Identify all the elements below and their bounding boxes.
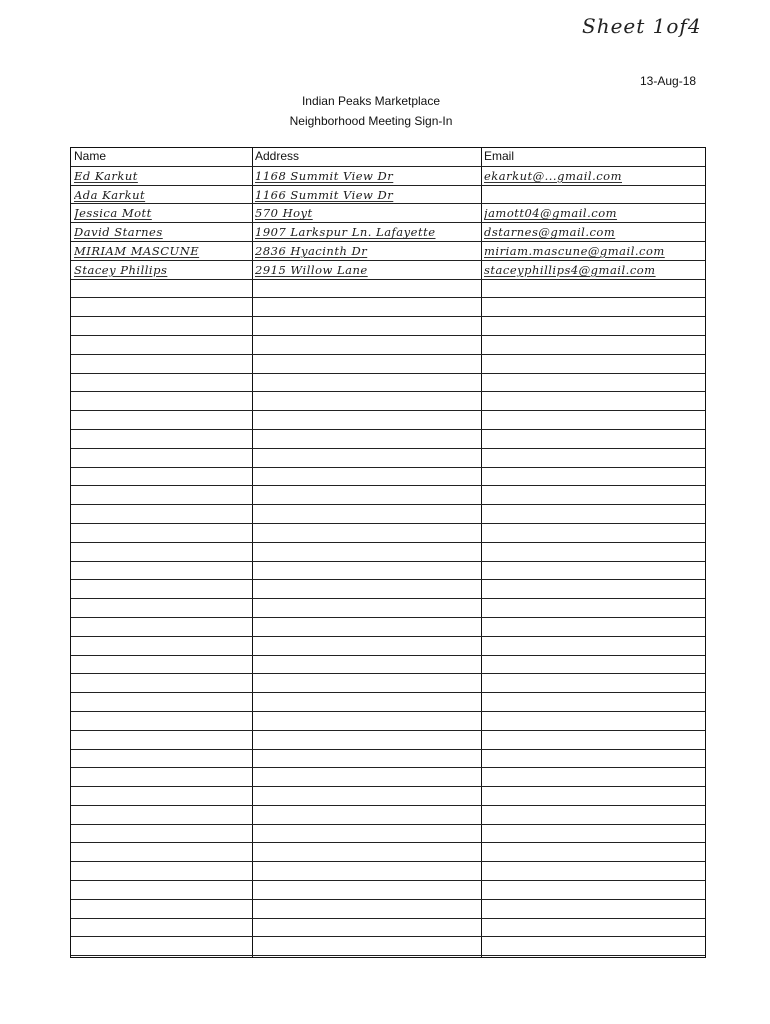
blank-row xyxy=(71,298,705,317)
blank-row xyxy=(71,693,705,712)
entry-name: Jessica Mott xyxy=(74,206,152,221)
blank-row xyxy=(71,674,705,693)
blank-row xyxy=(71,750,705,769)
blank-row xyxy=(71,637,705,656)
blank-row xyxy=(71,656,705,675)
meeting-date: 13-Aug-18 xyxy=(640,74,697,88)
entry-address: 1166 Summit View Dr xyxy=(255,187,394,202)
entry-name: David Starnes xyxy=(74,225,163,240)
blank-row xyxy=(71,787,705,806)
entry-email: miriam.mascune@gmail.com xyxy=(484,243,665,258)
entry-address: 570 Hoyt xyxy=(255,206,313,221)
blank-row xyxy=(71,468,705,487)
blank-row xyxy=(71,430,705,449)
table-row xyxy=(71,204,705,223)
entry-email: staceyphillips4@gmail.com xyxy=(484,262,656,277)
blank-row xyxy=(71,336,705,355)
blank-row xyxy=(71,543,705,562)
blank-row xyxy=(71,806,705,825)
blank-row xyxy=(71,317,705,336)
sheet-number-handwritten: Sheet 1of4 xyxy=(582,14,702,38)
entry-name: Ed Karkut xyxy=(74,168,138,183)
table-row xyxy=(71,223,705,242)
blank-row xyxy=(71,825,705,844)
blank-row xyxy=(71,392,705,411)
entry-name: Ada Karkut xyxy=(74,187,146,202)
blank-row xyxy=(71,768,705,787)
entry-address: 1168 Summit View Dr xyxy=(255,168,394,183)
entry-email: jamott04@gmail.com xyxy=(484,206,618,221)
blank-row xyxy=(71,580,705,599)
blank-row xyxy=(71,731,705,750)
blank-row xyxy=(71,900,705,919)
sign-in-table xyxy=(70,147,706,958)
document-subtitle: Neighborhood Meeting Sign-In xyxy=(289,114,453,128)
blank-row xyxy=(71,862,705,881)
entry-name: MIRIAM MASCUNE xyxy=(74,243,200,258)
table-row xyxy=(71,186,705,205)
blank-row xyxy=(71,411,705,430)
entry-address: 2915 Willow Lane xyxy=(255,262,368,277)
document-title: Indian Peaks Marketplace xyxy=(301,94,441,108)
blank-row xyxy=(71,374,705,393)
blank-row xyxy=(71,355,705,374)
blank-row xyxy=(71,524,705,543)
entry-email: ekarkut@...gmail.com xyxy=(484,168,622,183)
table-row xyxy=(71,242,705,261)
blank-row xyxy=(71,618,705,637)
entry-name: Stacey Phillips xyxy=(74,262,168,277)
blank-row xyxy=(71,562,705,581)
entry-email: dstarnes@gmail.com xyxy=(484,225,616,240)
blank-row xyxy=(71,505,705,524)
table-header-row xyxy=(71,148,705,167)
table-row xyxy=(71,261,705,280)
blank-row xyxy=(71,712,705,731)
blank-row xyxy=(71,599,705,618)
sign-in-rows xyxy=(71,148,705,956)
entry-address: 2836 Hyacinth Dr xyxy=(255,243,368,258)
header-address: Address xyxy=(255,149,300,163)
blank-row xyxy=(71,486,705,505)
header-email: Email xyxy=(484,149,515,163)
header-name: Name xyxy=(74,149,107,163)
blank-row xyxy=(71,449,705,468)
entry-email xyxy=(484,186,706,204)
entry-address: 1907 Larkspur Ln. Lafayette xyxy=(255,225,436,240)
blank-row xyxy=(71,843,705,862)
blank-row xyxy=(71,937,705,956)
blank-row xyxy=(71,881,705,900)
blank-row xyxy=(71,280,705,299)
blank-row xyxy=(71,919,705,938)
table-row xyxy=(71,167,705,186)
